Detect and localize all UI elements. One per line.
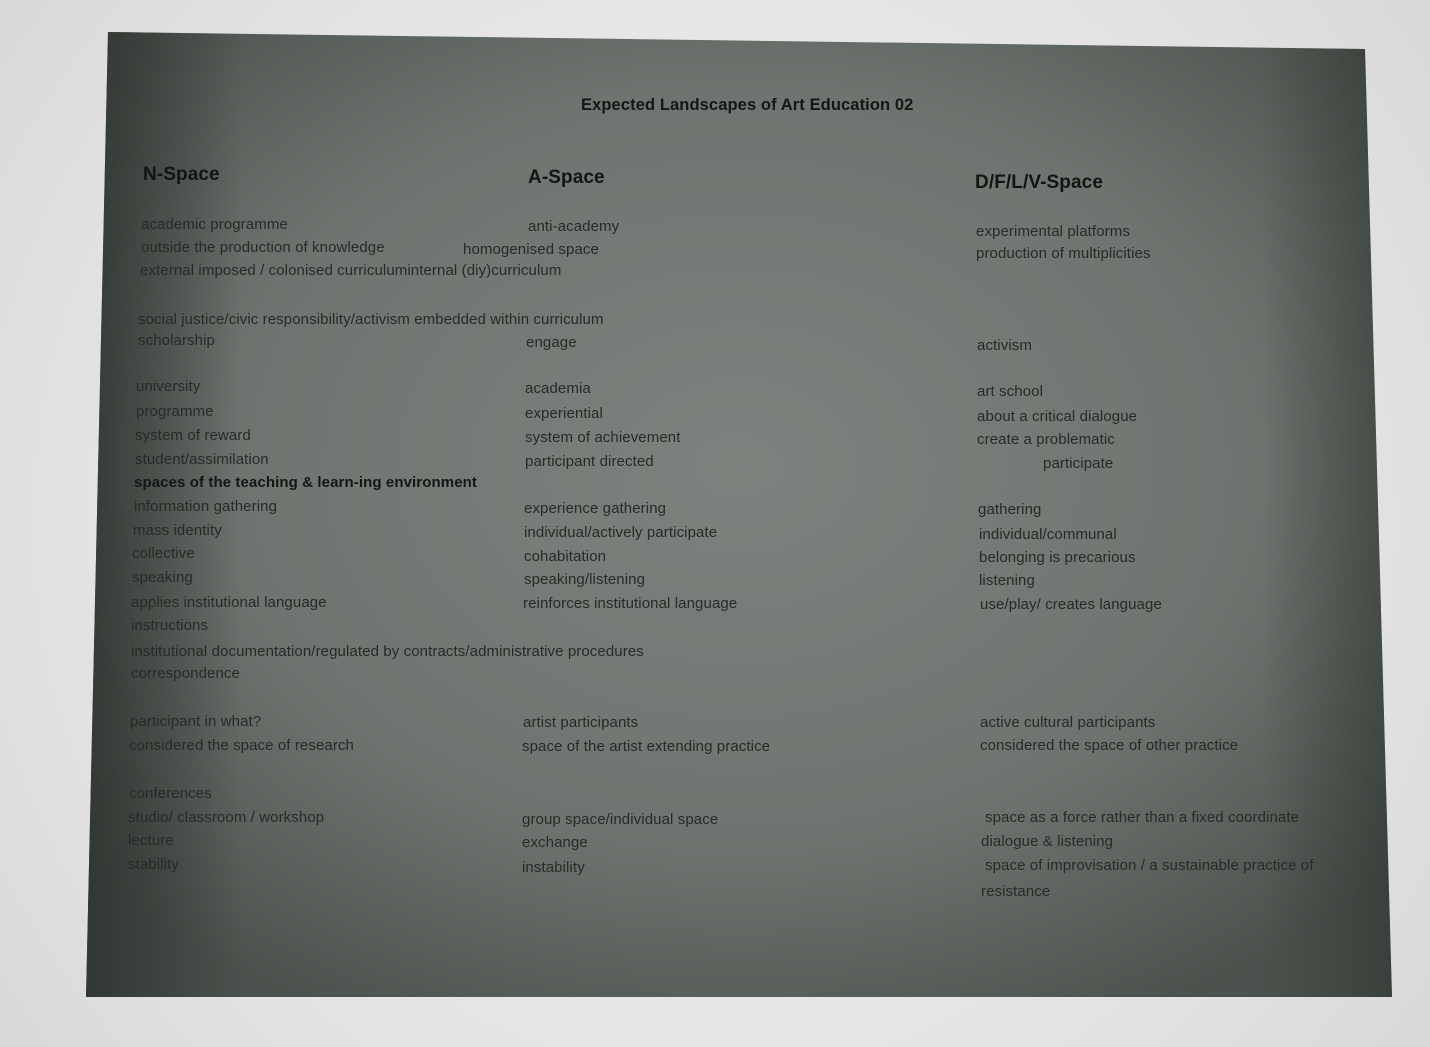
n-cell: system of reward — [135, 427, 251, 444]
d-cell: considered the space of other practice — [980, 737, 1239, 754]
a-cell: cohabitation — [524, 548, 607, 565]
n-cell: instructions — [131, 617, 209, 634]
a-cell: experiential — [525, 405, 603, 422]
n-cell: scholarship — [138, 332, 215, 349]
a-cell: exchange — [522, 834, 588, 851]
n-cell: lecture — [128, 832, 174, 849]
n-cell: mass identity — [133, 522, 222, 539]
d-cell: art school — [977, 383, 1044, 400]
d-cell: active cultural participants — [980, 714, 1156, 731]
d-cell: individual/communal — [979, 526, 1117, 543]
column-heading-n-space: N-Space — [143, 164, 220, 185]
d-cell: dialogue & listening — [981, 833, 1114, 850]
a-cell: space of the artist extending practice — [522, 738, 771, 755]
d-cell: activism — [977, 337, 1032, 354]
d-cell: participate — [1043, 455, 1114, 472]
d-cell: belonging is precarious — [979, 549, 1136, 566]
d-cell: use/play/ creates language — [980, 596, 1162, 613]
n-cell: participant in what? — [130, 713, 262, 730]
d-cell: resistance — [981, 883, 1051, 900]
n-cell: studio/ classroom / workshop — [128, 809, 325, 826]
a-cell: artist participants — [523, 714, 639, 731]
d-cell: listening — [979, 572, 1035, 589]
a-cell: system of achievement — [525, 429, 681, 446]
n-cell: student/assimilation — [135, 451, 269, 468]
spanning-row: social justice/civic responsibility/activism embedded within curriculum — [138, 311, 604, 328]
spanning-row: external imposed / colonised curriculuminternal (diy)curriculum — [140, 262, 562, 279]
spanning-row: institutional documentation/regulated by contracts/administrative procedures — [131, 643, 644, 660]
n-cell: correspondence — [131, 665, 240, 682]
d-cell: production of multiplicities — [976, 245, 1151, 262]
section-subheading: spaces of the teaching & learn-ing environment — [134, 474, 478, 491]
a-cell: instability — [522, 859, 585, 876]
column-heading-dflv-space: D/F/L/V-Space — [975, 172, 1104, 193]
n-cell: university — [136, 378, 201, 395]
d-cell: space of improvisation / a sustainable practice of — [985, 857, 1314, 874]
n-cell: outside the production of knowledge — [141, 239, 385, 256]
d-cell: experimental platforms — [976, 223, 1130, 240]
n-cell: stability — [128, 856, 179, 873]
a-cell: group space/individual space — [522, 811, 719, 828]
a-cell: reinforces institutional language — [523, 595, 738, 612]
n-cell: programme — [136, 403, 214, 420]
a-cell: engage — [526, 334, 577, 351]
a-cell: individual/actively participate — [524, 524, 718, 541]
a-cell: participant directed — [525, 453, 654, 470]
n-cell: applies institutional language — [131, 594, 327, 611]
n-cell: speaking — [132, 569, 193, 586]
column-heading-a-space: A-Space — [528, 167, 605, 188]
d-cell: about a critical dialogue — [977, 408, 1138, 425]
d-cell: gathering — [978, 501, 1042, 518]
a-cell: academia — [525, 380, 591, 397]
d-cell: space as a force rather than a fixed coordinate — [985, 809, 1300, 826]
n-cell: information gathering — [134, 498, 278, 515]
a-cell: speaking/listening — [524, 571, 646, 588]
n-cell: considered the space of research — [129, 737, 354, 754]
a-cell: anti-academy — [528, 218, 620, 235]
a-cell: experience gathering — [524, 500, 667, 517]
d-cell: create a problematic — [977, 431, 1115, 448]
n-cell: conferences — [129, 785, 212, 802]
n-cell: collective — [132, 545, 195, 562]
n-cell: academic programme — [141, 216, 288, 233]
document-title: Expected Landscapes of Art Education 02 — [581, 96, 914, 114]
a-cell: homogenised space — [463, 241, 599, 258]
